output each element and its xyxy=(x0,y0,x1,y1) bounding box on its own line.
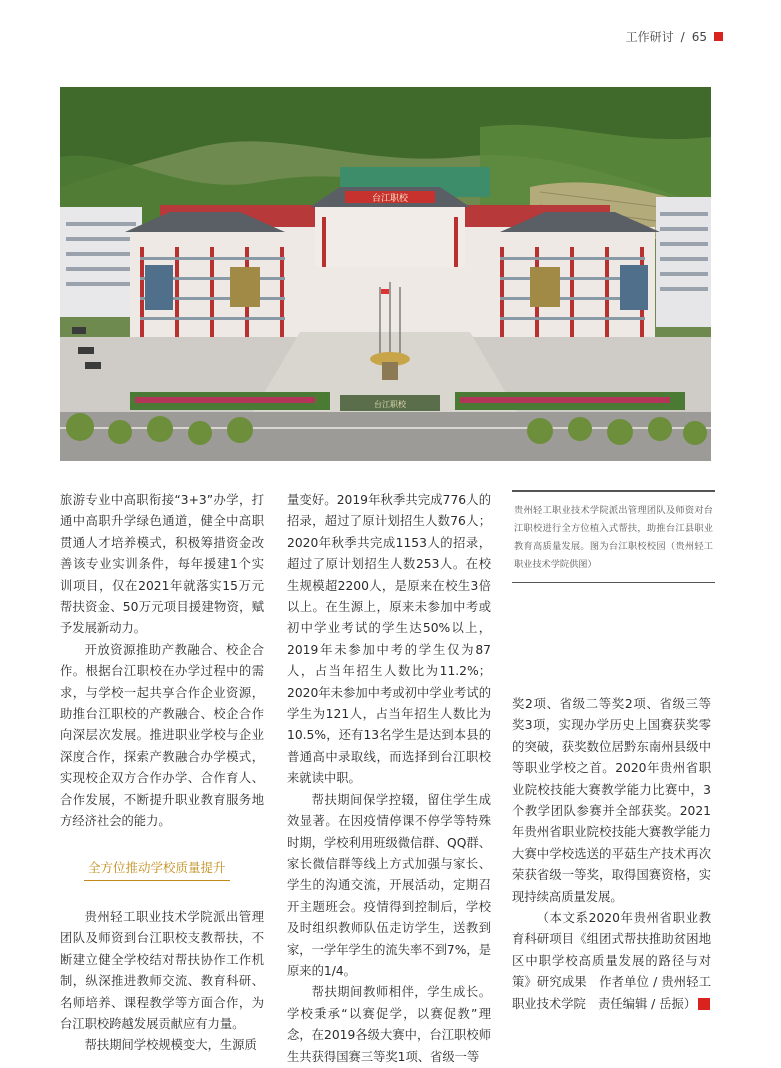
section-name: 工作研讨 xyxy=(625,30,674,44)
caption-text: 贵州轻工职业技术学院派出管理团队及师资对台江职校进行全方位植入式帮扶，助推台江县职业教育高质量发展。图为台江职校校园（贵州轻工职业技术学院供图） xyxy=(514,505,713,570)
page-number: 65 xyxy=(691,29,707,44)
building-sign-text: 台江职校 xyxy=(371,194,409,204)
article-footnote xyxy=(512,908,731,1015)
photo-caption xyxy=(512,490,715,583)
section-heading: 全方位推动学校质量提升 xyxy=(84,857,230,881)
campus-photo xyxy=(60,87,711,461)
text-column-3 xyxy=(512,694,731,1015)
text-column-2 xyxy=(287,490,491,1068)
paragraph: 开放资源推助产教融合、校企合作。根据台江职校在办学过程中的需求，与学校一起共享合作企业资源，助推台江职校的产教融合、校企合作向深层次发展。推进职业学校与企业深度合作，探索产教融合办学模式，实现校企双方合作办学、合作育人、合作发展，不断提升职业教育服务地方经济社会的能力。 xyxy=(60,642,264,829)
paragraph: 帮扶期间学校规模变大，生源质 xyxy=(84,1038,257,1053)
paragraph: 旅游专业中高职衔接“3+3”办学，打通中高职升学绿色通道，健全中高职贯通人才培养模式，积极筹措资金改善该专业实训条件，每年援建1个实训项目，仅在2021年就落实15万元帮扶资金、50万元项目援建物资，赋予发展新动力。 xyxy=(60,493,264,636)
footnote-text: （本文系2020年贵州省职业教育科研项目《组团式帮扶推助贫困地区中职学校高质量发展的路径与对策》研究成果 作者单位 / 贵州轻工职业技术学院 责任编辑 / 岳振） xyxy=(512,911,711,1011)
paragraph: 奖2项、省级二等奖2项、省级三等奖3项，实现办学历史上国赛获奖零的突破，获奖数位居黔东南州县级中等职业学校之首。2020年贵州省职业院校技能大赛教学能力比赛中，3个教学团队参赛并全部获奖。2021年贵州省职业院校技能大赛教学能力大赛中学校选送的平菇生产技术再次荣获省级一等奖，取得国赛资格，实现持续高质量发展。 xyxy=(512,697,711,904)
gate-sign-text: 台江职校 xyxy=(374,400,406,409)
running-header xyxy=(626,28,723,45)
paragraph: 贵州轻工职业技术学院派出管理团队及师资到台江职校支教帮扶，不断建立健全学校结对帮扶协作工作机制，纵深推进教师交流、教育科研、名师培养、课程教学等方面合作，为台江职校跨越发展贡献应有力量。 xyxy=(60,909,264,1031)
text-column-1 xyxy=(60,490,264,1057)
header-separator: / xyxy=(680,29,685,44)
end-mark-icon: D xyxy=(698,998,710,1010)
paragraph: 量变好。2019年秋季共完成776人的招录，超过了原计划招生人数76人；2020年秋季共完成1153人的招录，超过了原计划招生人数253人。在校生规模超2200人，是原来在校生3倍以上。在生源上，原来未参加中考或初中学业考试的学生达50%以上，2019年未参加中考的学生仅为87人，占当年招生人数比为11.2%；2020年未参加中考或初中学业考试的学生为121人，占当年招生人数比为10.5%，还有13名学生是达到本县的普通高中录取线，而选择到台江职校来就读中职。 xyxy=(287,493,491,786)
paragraph: 帮扶期间保学控辍，留住学生成效显著。在因疫情停课不停学等特殊时期，学校利用班级微信群、QQ群、家长微信群等线上方式加强与家长、学生的沟通交流，开展活动，定期召开主题班会。疫情得到控制后，学校及时组织教师队伍走访学生，送教到家，一学年学生的流失率不到7%，是原来的1/4。 xyxy=(287,792,491,978)
red-square-icon xyxy=(714,32,723,41)
paragraph: 帮扶期间教师相伴，学生成长。学校秉承“以赛促学，以赛促教”理念，在2019各级大赛中，台江职校师生共获得国赛三等奖1项、省级一等 xyxy=(287,985,491,1064)
